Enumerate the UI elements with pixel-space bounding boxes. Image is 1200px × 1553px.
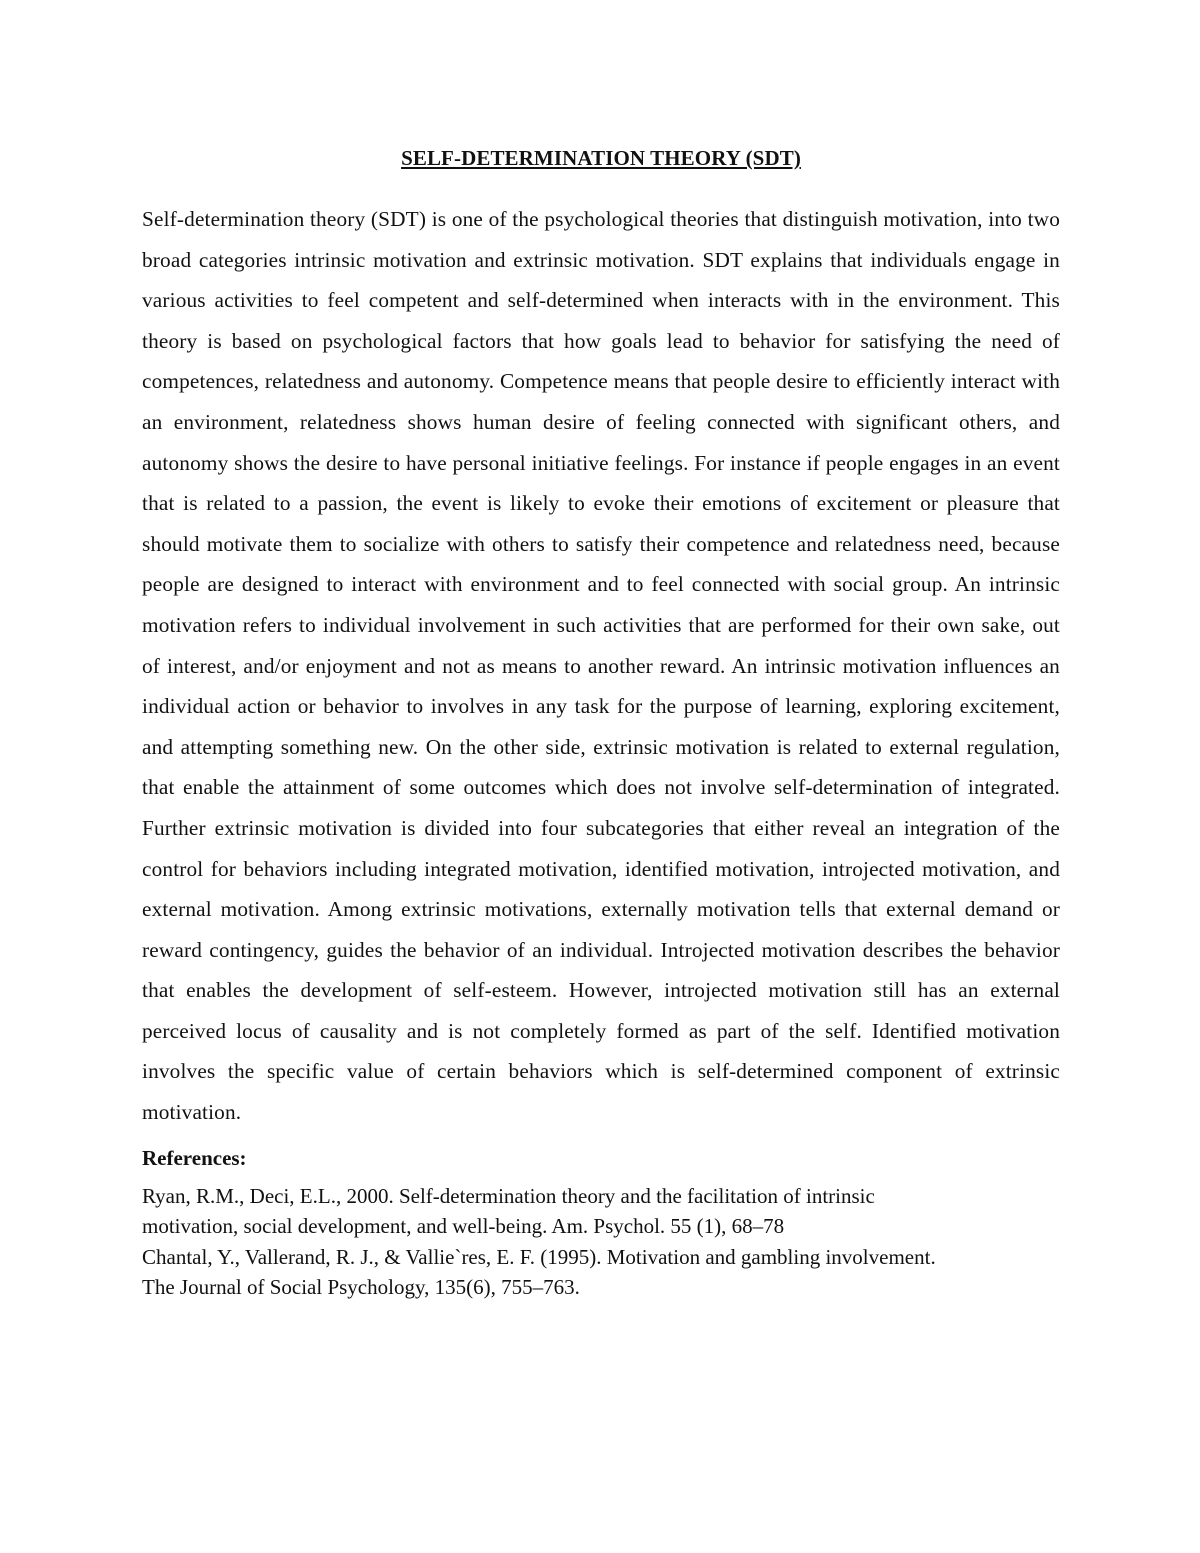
reference-item [142, 1181, 1060, 1242]
reference-line: Ryan, R.M., Deci, E.L., 2000. Self-determination theory and the facilitation of intrinsic [142, 1183, 875, 1208]
reference-line: The Journal of Social Psychology, 135(6), 755–763. [142, 1275, 580, 1300]
body-paragraph: Self-determination theory (SDT) is one of the psychological theories that distinguish motivation, into two broad categories intrinsic motivation and extrinsic motivation. SDT explains that individuals engage in various activities to feel competent and self-determined when interacts with in the environment. This theory is based on psychological factors that how goals lead to behavior for satisfying the need of competences, relatedness and autonomy. Competence means that people desire to efficiently interact with an environment, relatedness shows human desire of feeling connected with significant others, and autonomy shows the desire to have personal initiative feelings. For instance if people engages in an event that is related to a passion, the event is likely to evoke their emotions of excitement or pleasure that should motivate them to socialize with others to satisfy their competence and relatedness need, because people are designed to interact with environment and to feel connected with social group. An intrinsic motivation refers to individual involvement in such activities that are performed for their own sake, out of interest, and/or enjoyment and not as means to another reward. An intrinsic motivation influences an individual action or behavior to involves in any task for the purpose of learning, exploring excitement, and attempting something new. On the other side, extrinsic motivation is related to external regulation, that enable the attainment of some outcomes which does not involve self-determination of integrated. Further extrinsic motivation is divided into four subcategories that either reveal an integration of the control for behaviors including integrated motivation, identified motivation, introjected motivation, and external motivation. Among extrinsic motivations, externally motivation tells that external demand or reward contingency, guides the behavior of an individual. Introjected motivation describes the behavior that enables the development of self-esteem. However, introjected motivation still has an external perceived locus of causality and is not completely formed as part of the self. Identified motivation involves the specific value of certain behaviors which is self-determined component of extrinsic motivation. [142, 207, 1060, 1125]
references-heading: References: [142, 1145, 247, 1170]
document-title: SELF-DETERMINATION THEORY (SDT) [401, 146, 801, 170]
document-page [142, 138, 1060, 1303]
reference-item [142, 1242, 1060, 1303]
reference-line: Chantal, Y., Vallerand, R. J., & Vallie`res, E. F. (1995). Motivation and gambling involvement. [142, 1244, 936, 1269]
reference-line: motivation, social development, and well-being. Am. Psychol. 55 (1), 68–78 [142, 1214, 785, 1239]
